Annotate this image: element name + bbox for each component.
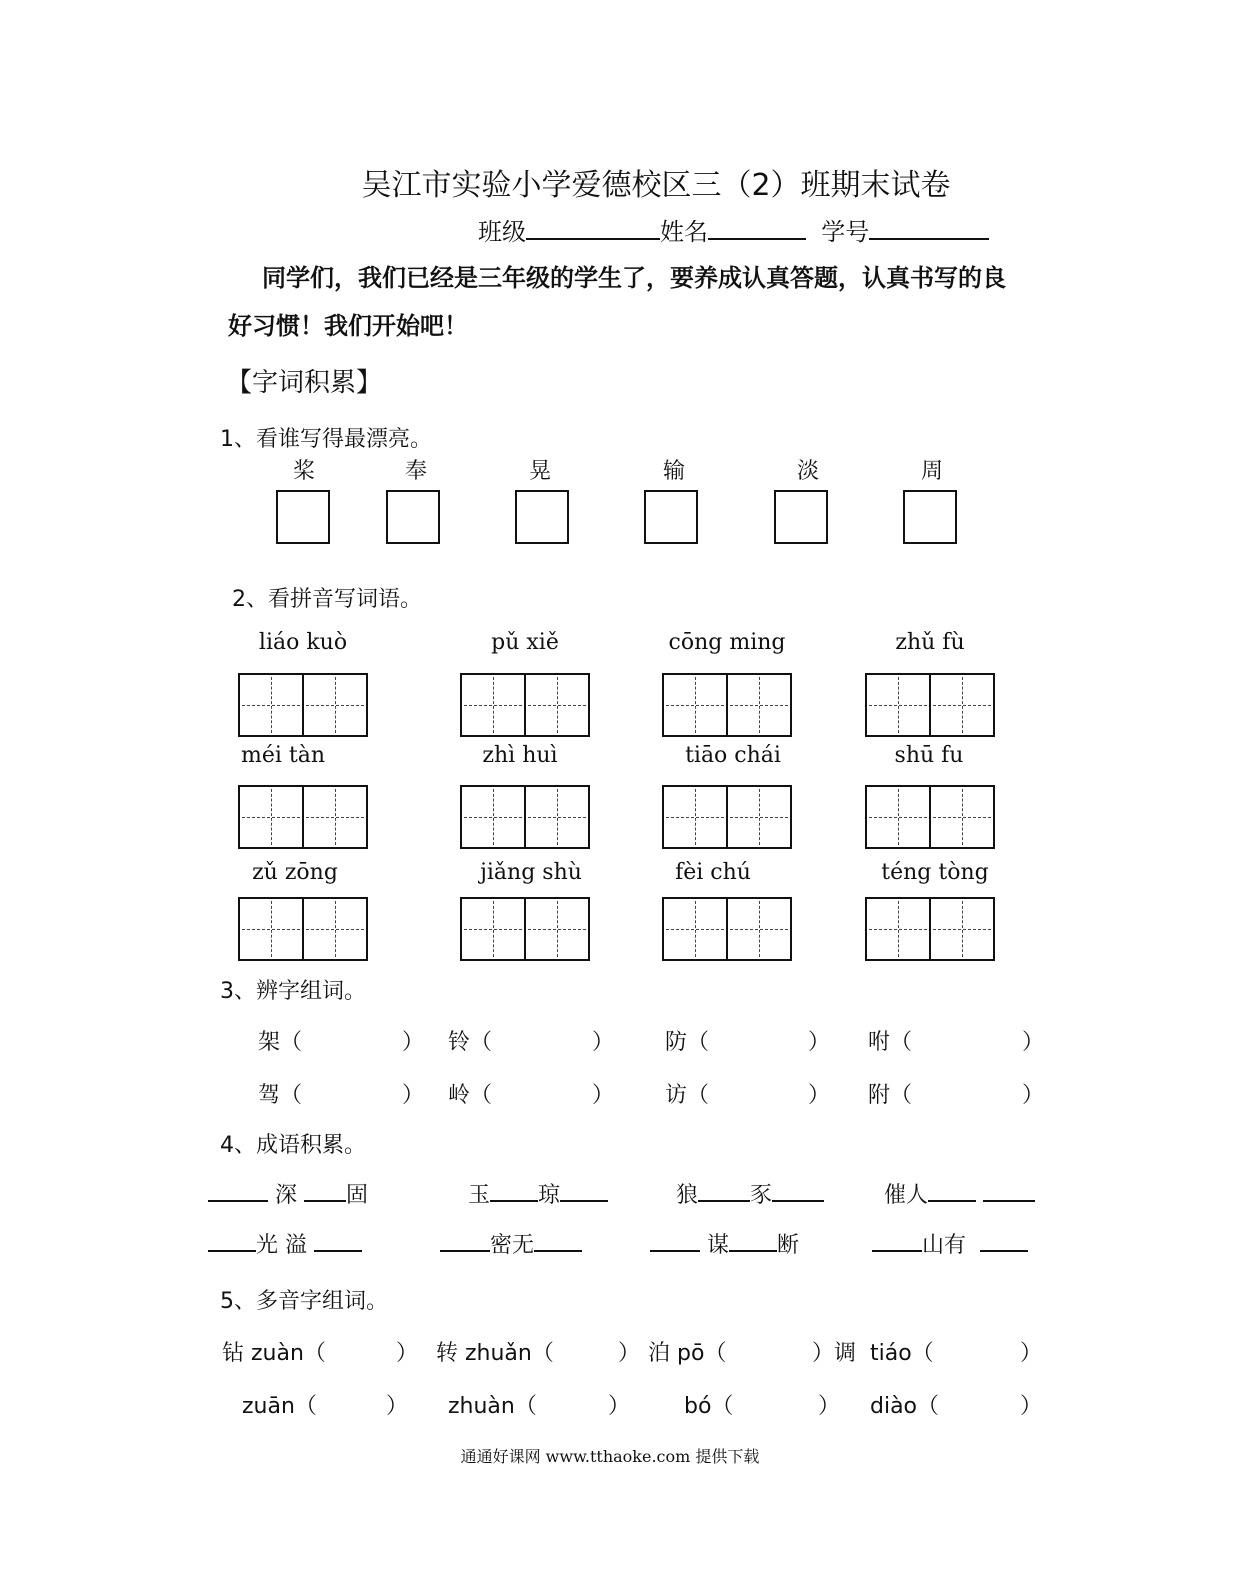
poly-item: 转 zhuǎn（ (436, 1341, 554, 1366)
poly-close: ） (618, 1341, 641, 1366)
q1-char: 奉 (404, 459, 427, 484)
idiom-text: 催人 (884, 1183, 929, 1208)
footer: 通通好课网 www.tthaoke.com 提供下载 (460, 1447, 760, 1466)
q1-write-box[interactable] (644, 490, 698, 544)
idiom-blank[interactable] (314, 1232, 362, 1252)
student-info-line (478, 212, 989, 247)
poly-item: 泊 pō（ (648, 1341, 727, 1366)
q2-pinyin: jiǎng shù (480, 860, 582, 885)
poly-item: tiáo（ (870, 1341, 934, 1366)
poly-item: diào（ (870, 1394, 940, 1419)
q2-pinyin: shū fu (894, 743, 964, 768)
idiom-text: 深 (275, 1183, 298, 1208)
q1-char: 输 (662, 459, 685, 484)
idiom-2 (468, 1178, 608, 1209)
q3-word-close: ） (592, 1030, 615, 1055)
idiom-blank[interactable] (208, 1182, 268, 1202)
q2-grid[interactable] (865, 897, 995, 961)
q2-grid[interactable] (238, 785, 368, 849)
class-field[interactable] (526, 216, 660, 240)
idiom-text: 固 (346, 1183, 369, 1208)
poly-item: zhuàn（ (448, 1394, 537, 1419)
poly-close: ）调 (812, 1341, 857, 1366)
idiom-blank[interactable] (208, 1232, 256, 1252)
q1-write-box[interactable] (774, 490, 828, 544)
idiom-text: 豕 (750, 1183, 773, 1208)
q2-grid[interactable] (662, 785, 792, 849)
q2-grid[interactable] (238, 897, 368, 961)
idiom-3 (676, 1178, 824, 1209)
idiom-1 (208, 1178, 368, 1209)
idiom-text: 光 (256, 1233, 279, 1258)
q3-word-open: 驾（ (258, 1083, 303, 1108)
q2-pinyin: fèi chú (675, 860, 751, 885)
idiom-text: 谋 (707, 1233, 730, 1258)
q3-word-open: 附（ (868, 1083, 913, 1108)
q3-word-open: 咐（ (868, 1030, 913, 1055)
poly-close: ） (1020, 1394, 1043, 1419)
q2-grid[interactable] (865, 785, 995, 849)
idiom-8 (872, 1228, 1028, 1259)
q3-title: 3、辨字组词。 (220, 979, 366, 1004)
poly-item: zuān（ (242, 1394, 317, 1419)
q1-char: 周 (920, 459, 943, 484)
q2-grid[interactable] (460, 673, 590, 737)
poly-close: ） (386, 1394, 409, 1419)
intro-line-2: 好习惯！我们开始吧！ (228, 312, 468, 340)
q2-pinyin: téng tòng (881, 860, 989, 885)
q2-grid[interactable] (865, 673, 995, 737)
q1-title: 1、看谁写得最漂亮。 (220, 427, 432, 452)
name-label: 姓名 (660, 218, 708, 246)
q2-grid[interactable] (238, 673, 368, 737)
q3-word-open: 防（ (665, 1030, 710, 1055)
poly-close: ） (396, 1341, 419, 1366)
q2-pinyin: pǔ xiě (491, 630, 559, 655)
idiom-blank[interactable] (980, 1232, 1028, 1252)
q2-pinyin: méi tàn (240, 743, 326, 768)
idiom-6 (440, 1228, 582, 1259)
q3-word-close: ） (592, 1083, 615, 1108)
q1-write-box[interactable] (515, 490, 569, 544)
idiom-text: 断 (777, 1233, 800, 1258)
q1-write-box[interactable] (386, 490, 440, 544)
idiom-blank[interactable] (772, 1182, 824, 1202)
id-field[interactable] (869, 216, 989, 240)
q2-grid[interactable] (460, 785, 590, 849)
q3-word-open: 铃（ (448, 1030, 493, 1055)
q3-word-close: ） (808, 1030, 831, 1055)
q2-pinyin: cōng ming (668, 630, 786, 655)
idiom-blank[interactable] (304, 1182, 346, 1202)
idiom-text: 密无 (490, 1233, 535, 1258)
q2-grid[interactable] (662, 897, 792, 961)
page-title: 吴江市实验小学爱德校区三（2）班期末试卷 (361, 168, 951, 203)
q2-pinyin: zhì huì (482, 743, 558, 768)
idiom-blank[interactable] (560, 1182, 608, 1202)
poly-close: ） (608, 1394, 631, 1419)
idiom-5 (208, 1228, 362, 1259)
q2-title: 2、看拼音写词语。 (232, 587, 422, 612)
q3-word-open: 访（ (665, 1083, 710, 1108)
q1-write-box[interactable] (276, 490, 330, 544)
q1-char: 桨 (292, 459, 315, 484)
poly-item: bó（ (684, 1394, 734, 1419)
poly-item: 钻 zuàn（ (222, 1341, 326, 1366)
idiom-text: 玉 (468, 1183, 491, 1208)
idiom-text: 狼 (676, 1183, 699, 1208)
idiom-text: 山有 (922, 1233, 967, 1258)
idiom-blank[interactable] (928, 1182, 976, 1202)
q3-word-close: ） (1022, 1030, 1045, 1055)
section-title: 【字词积累】 (226, 368, 383, 398)
q5-title: 5、多音字组词。 (220, 1289, 388, 1314)
q2-grid[interactable] (460, 897, 590, 961)
q2-pinyin: zǔ zōng (252, 860, 338, 885)
q3-word-close: ） (402, 1030, 425, 1055)
idiom-text: 琼 (538, 1183, 561, 1208)
idiom-blank[interactable] (440, 1232, 490, 1252)
q2-grid[interactable] (662, 673, 792, 737)
poly-close: ） (818, 1394, 841, 1419)
class-label: 班级 (478, 218, 526, 246)
q3-word-open: 架（ (258, 1030, 303, 1055)
idiom-blank[interactable] (872, 1232, 922, 1252)
q1-char: 晃 (528, 459, 551, 484)
q4-title: 4、成语积累。 (220, 1133, 366, 1158)
q1-write-box[interactable] (903, 490, 957, 544)
idiom-4 (884, 1178, 1035, 1209)
poly-close: ） (1020, 1341, 1043, 1366)
idiom-blank[interactable] (650, 1232, 700, 1252)
q2-pinyin: liáo kuò (258, 630, 348, 655)
idiom-blank[interactable] (490, 1182, 538, 1202)
idiom-text: 溢 (285, 1233, 308, 1258)
idiom-blank[interactable] (534, 1232, 582, 1252)
q3-word-open: 岭（ (448, 1083, 493, 1108)
q2-pinyin: tiāo chái (685, 743, 781, 768)
id-label: 学号 (821, 218, 870, 246)
intro-line-1: 同学们，我们已经是三年级的学生了，要养成认真答题，认真书写的良 (262, 264, 1006, 292)
idiom-blank[interactable] (729, 1232, 777, 1252)
idiom-blank[interactable] (698, 1182, 750, 1202)
q1-char: 淡 (796, 459, 819, 484)
q3-word-close: ） (1022, 1083, 1045, 1108)
q3-word-close: ） (402, 1083, 425, 1108)
q3-word-close: ） (808, 1083, 831, 1108)
idiom-7 (650, 1228, 799, 1259)
name-field[interactable] (708, 216, 806, 240)
idiom-blank[interactable] (983, 1182, 1035, 1202)
q2-pinyin: zhǔ fù (895, 630, 965, 655)
